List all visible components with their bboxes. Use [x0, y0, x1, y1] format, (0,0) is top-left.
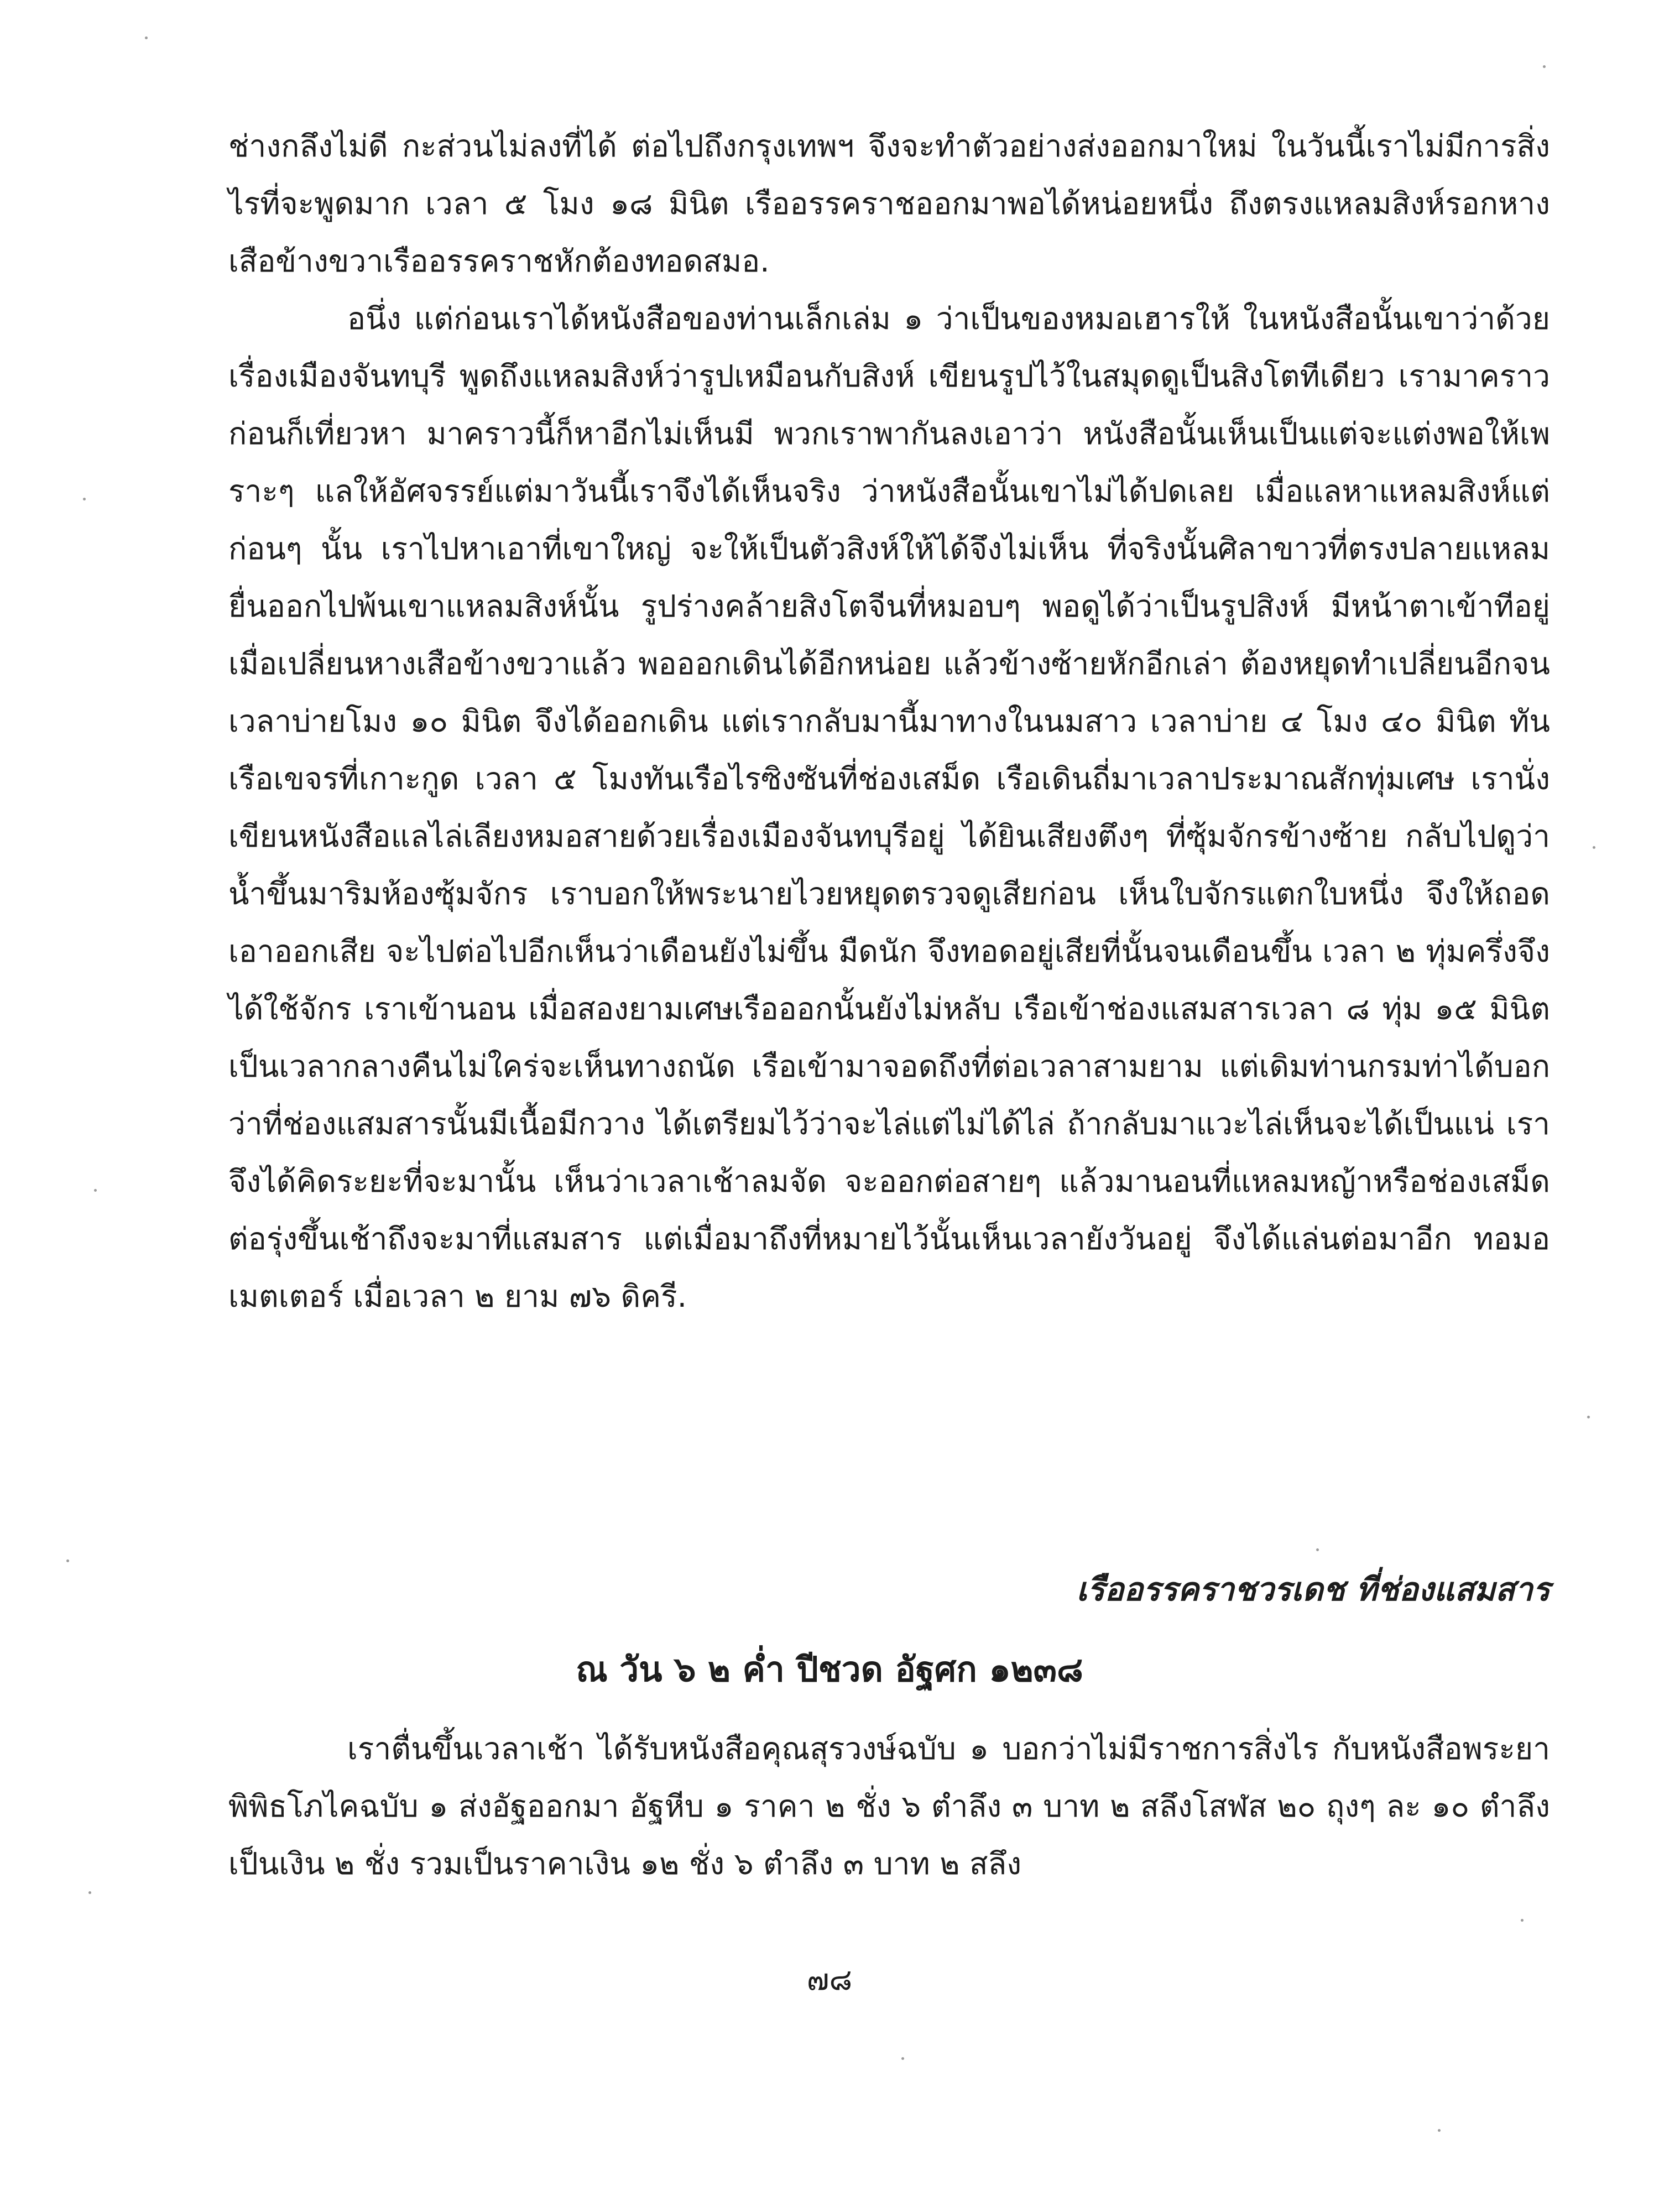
page-number: ๗๘	[806, 1962, 853, 1997]
scan-speckle	[1316, 1548, 1319, 1551]
scan-speckle	[66, 1559, 69, 1562]
scan-speckle	[901, 2057, 904, 2060]
signature-line: เรืออรรคราชวรเดช ที่ช่องแสมสาร	[1076, 1571, 1550, 1608]
scan-speckle	[1521, 1919, 1524, 1922]
body-text-top	[228, 117, 1550, 1325]
paragraph-2: อนึ่ง แต่ก่อนเราได้หนังสือของท่านเล็กเล่ม ๑ ว่าเป็นของหมอเฮารให้ ในหนังสือนั้นเขาว่าด้วยเรื่องเมืองจันทบุรี พูดถึงแหลมสิงห์ว่ารูปเหมือนกับสิงห์ เขียนรูปไว้ในสมุดดูเป็นสิงโตทีเดียว เรามาคราวก่อนก็เที่ยวหา มาคราวนี้ก็หาอีกไม่เห็นมี พวกเราพากันลงเอาว่า หนังสือนั้นเห็นเป็นแต่จะแต่งพอให้เพราะๆ แลให้อัศจรรย์แต่มาวันนี้เราจึงได้เห็นจริง ว่าหนังสือนั้นเขาไม่ได้ปดเลย เมื่อแลหาแหลมสิงห์แต่ก่อนๆ นั้น เราไปหาเอาที่เขาใหญ่ จะให้เป็นตัวสิงห์ให้ได้จึงไม่เห็น ที่จริงนั้นศิลาขาวที่ตรงปลายแหลมยื่นออกไปพ้นเขาแหลมสิงห์นั้น รูปร่างคล้ายสิงโตจีนที่หมอบๆ พอดูได้ว่าเป็นรูปสิงห์ มีหน้าตาเข้าทีอยู่ เมื่อเปลี่ยนหางเสือข้างขวาแล้ว พอออกเดินได้อีกหน่อย แล้วข้างซ้ายหักอีกเล่า ต้องหยุดทำเปลี่ยนอีกจนเวลาบ่ายโมง ๑๐ มินิต จึงได้ออกเดิน แต่เรากลับมานี้มาทางในนมสาว เวลาบ่าย ๔ โมง ๔๐ มินิต ทันเรือเขจรที่เกาะกูด เวลา ๕ โมงทันเรือไรซิงซันที่ช่องเสม็ด เรือเดินถี่มาเวลาประมาณสักทุ่มเศษ เรานั่งเขียนหนังสือแลไล่เลียงหมอสายด้วยเรื่องเมืองจันทบุรีอยู่ ได้ยินเสียงตึงๆ ที่ซุ้มจักรข้างซ้าย กลับไปดูว่าน้ำขึ้นมาริมห้องซุ้มจักร เราบอกให้พระนายไวยหยุดตรวจดูเสียก่อน เห็นใบจักรแตกใบหนึ่ง จึงให้ถอดเอาออกเสีย จะไปต่อไปอีกเห็นว่าเดือนยังไม่ขึ้น มืดนัก จึงทอดอยู่เสียที่นั้นจนเดือนขึ้น เวลา ๒ ทุ่มครึ่งจึงได้ใช้จักร เราเข้านอน เมื่อสองยามเศษเรือออกนั้นยังไม่หลับ เรือเข้าช่องแสมสารเวลา ๘ ทุ่ม ๑๕ มินิต เป็นเวลากลางคืนไม่ใคร่จะเห็นทางถนัด เรือเข้ามาจอดถึงที่ต่อเวลาสามยาม แต่เดิมท่านกรมท่าได้บอกว่าที่ช่องแสมสารนั้นมีเนื้อมีกวาง ได้เตรียมไว้ว่าจะไล่แต่ไม่ได้ไล่ ถ้ากลับมาแวะไล่เห็นจะได้เป็นแน่ เราจึงได้คิดระยะที่จะมานั้น เห็นว่าเวลาเช้าลมจัด จะออกต่อสายๆ แล้วมานอนที่แหลมหญ้าหรือช่องเสม็ด ต่อรุ่งขึ้นเช้าถึงจะมาที่แสมสาร แต่เมื่อมาถึงที่หมายไว้นั้นเห็นเวลายังวันอยู่ จึงได้แล่นต่อมาอีก ทอมอเมตเตอร์ เมื่อเวลา ๒ ยาม ๗๖ ดิครี.	[228, 301, 1550, 1314]
scan-speckle	[1587, 1416, 1590, 1418]
body-text-bottom	[228, 1720, 1550, 1892]
scan-speckle	[1543, 65, 1546, 68]
scan-speckle	[1438, 2129, 1441, 2132]
scan-speckle	[1593, 846, 1595, 849]
paragraph-3: เราตื่นขึ้นเวลาเช้า ได้รับหนังสือคุณสุรวงษ์ฉบับ ๑ บอกว่าไม่มีราชการสิ่งไร กับหนังสือพระยาพิพิธโภไคฉบับ ๑ ส่งอัฐออกมา อัฐหีบ ๑ ราคา ๒ ชั่ง ๖ ตำลึง ๓ บาท ๒ สลึงโสฬส ๒๐ ถุงๆ ละ ๑๐ ตำลึง เป็นเงิน ๒ ชั่ง รวมเป็นราคาเงิน ๑๒ ชั่ง ๖ ตำลึง ๓ บาท ๒ สลึง	[228, 1731, 1550, 1881]
scan-speckle	[83, 498, 86, 500]
scan-speckle	[145, 36, 148, 39]
paragraph-1: ช่างกลึงไม่ดี กะส่วนไม่ลงที่ได้ ต่อไปถึงกรุงเทพฯ จึงจะทำตัวอย่างส่งออกมาใหม่ ในวันนี้เราไม่มีการสิ่งไรที่จะพูดมาก เวลา ๕ โมง ๑๘ มินิต เรืออรรคราชออกมาพอได้หน่อยหนึ่ง ถึงตรงแหลมสิงห์รอกหางเสือข้างขวาเรืออรรคราชหักต้องทอดสมอ.	[228, 128, 1550, 279]
scan-speckle	[88, 1891, 91, 1894]
scan-speckle	[94, 1189, 97, 1192]
date-heading: ณ วัน ๖ ๒ ค่ำ ปีชวด อัฐศก ๑๒๓๘	[576, 1649, 1083, 1689]
